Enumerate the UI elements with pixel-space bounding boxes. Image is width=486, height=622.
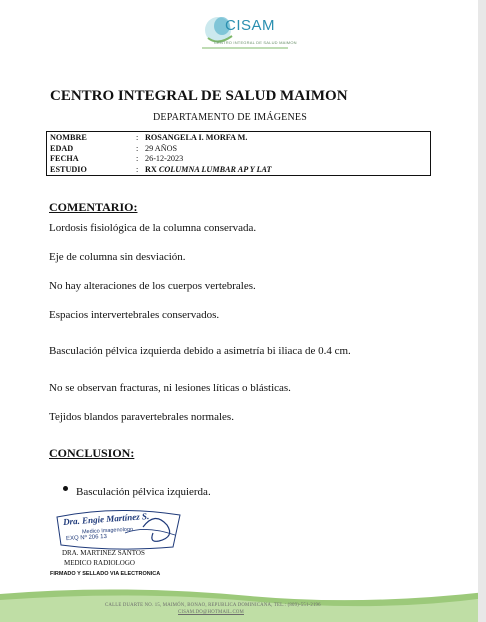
footer-email: CISAM.DO@HOTMAIL.COM (178, 610, 244, 615)
comentario-heading: COMENTARIO: (49, 200, 138, 214)
comentario-paragraph: Basculación pélvica izquierda debido a asimetría bi iliaca de 0.4 cm. (49, 345, 351, 357)
footer-address: CALLE DUARTE NO. 15, MAIMÓN, BONAO, REPUBLICA DOMINICANA, TEL.: (809)-551-2196 (105, 603, 321, 608)
info-row-fecha (50, 153, 430, 164)
patient-info-box (46, 131, 431, 176)
info-value: 26-12-2023 (145, 154, 184, 163)
department-label: DEPARTAMENTO DE IMÁGENES (153, 112, 307, 123)
info-label: ESTUDIO (50, 164, 87, 174)
signed-note: FIRMADO Y SELLADO VIA ELECTRONICA (50, 571, 161, 577)
info-row-estudio (50, 164, 430, 175)
info-label: FECHA (50, 154, 79, 163)
comentario-paragraph: Eje de columna sin desviación. (49, 251, 186, 263)
comentario-paragraph: No hay alteraciones de los cuerpos vertebrales. (49, 280, 256, 292)
stamp-name: Dra. Engie Martínez S. (62, 511, 150, 527)
signer-name: DRA. MARTINEZ SANTOS (62, 549, 145, 557)
info-value: ROSANGELA I. MORFA M. (145, 133, 248, 142)
info-label: NOMBRE (50, 133, 87, 142)
comentario-paragraph: Lordosis fisiológica de la columna conservada. (49, 222, 257, 234)
info-separator: : (136, 133, 139, 142)
info-value-study (145, 164, 272, 175)
conclusion-item: Basculación pélvica izquierda. (76, 486, 211, 498)
stamp-exq: EXQ Nº 206 13 (65, 533, 108, 543)
conclusion-heading: CONCLUSION: (49, 446, 135, 460)
page-edge (478, 0, 486, 622)
info-separator: : (136, 164, 139, 174)
comentario-paragraph: Espacios intervertebrales conservados. (49, 309, 220, 321)
stamp-title: Medico Imagenologo (81, 526, 134, 536)
logo-name: CISAM (225, 17, 276, 34)
comentario-paragraph: No se observan fracturas, ni lesiones líticas o blásticas. (49, 382, 291, 394)
bullet-icon (63, 486, 68, 491)
info-separator: : (136, 154, 139, 163)
signer-role: MEDICO RADIOLOGO (64, 559, 135, 567)
comentario-paragraph: Tejidos blandos paravertebrales normales. (49, 411, 234, 423)
study-name: COLUMNA LUMBAR AP Y LAT (158, 164, 272, 174)
info-row-edad (50, 143, 430, 154)
study-prefix: RX (145, 164, 157, 174)
logo-tagline: CENTRO INTEGRAL DE SALUD MAIMON (214, 40, 297, 45)
info-separator: : (136, 143, 139, 153)
info-value: 29 AÑOS (145, 143, 178, 153)
info-row-nombre (50, 132, 430, 143)
page-title: CENTRO INTEGRAL DE SALUD MAIMON (50, 88, 348, 104)
info-label: EDAD (50, 143, 74, 153)
